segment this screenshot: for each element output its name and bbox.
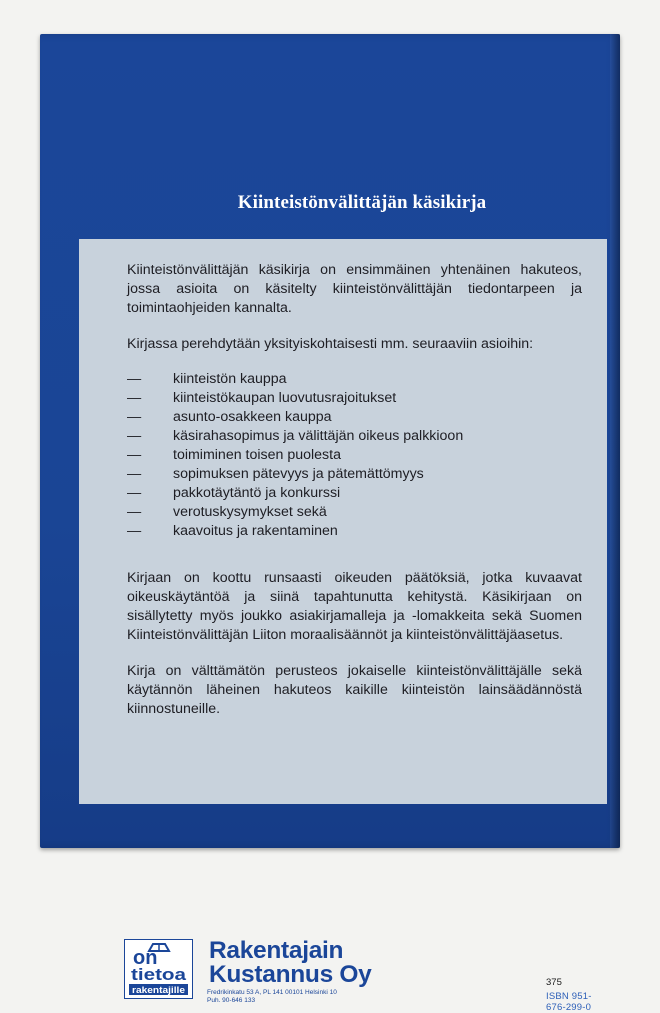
topic-text: sopimuksen pätevyys ja pätemättömyys [173, 466, 424, 482]
description-text [127, 261, 582, 736]
topics-intro: Kirjassa perehdytään yksityiskohtaisesti mm. seuraaviin asioihin: [127, 336, 534, 352]
list-item [127, 408, 582, 427]
logo-graphic [125, 940, 192, 998]
logo-rakentajille: rakentajille [132, 985, 185, 995]
topic-text: pakkotäytäntö ja konkurssi [173, 485, 341, 501]
publisher-logo [124, 939, 193, 999]
case-law-paragraph: Kirjaan on koottu runsaasti oikeuden päätöksiä, jotka kuvaavat oikeuskäytäntöä ja siinä tapahtunutta kehitystä. Käsikirjaan on sisällytetty myös joukko asiakirjamalleja ja -lomakkeita sekä Suomen Kiinteistönvälittäjän Liiton moraalisäännöt ja kiinteistönvälittäjäasetus. [127, 570, 582, 643]
list-item [127, 503, 582, 522]
logo-tietoa: tietoa [131, 965, 187, 984]
list-dash: — [127, 466, 142, 482]
intro-paragraph: Kiinteistönvälittäjän käsikirja on ensimmäinen yhtenäinen hakuteos, jossa asioita on käsitelty kiinteistönvälittäjän tiedontarpeen ja toimintaohjeiden kannalta. [127, 262, 582, 316]
book-title: Kiinteistönvälittäjän käsikirja [237, 192, 487, 213]
topics-list [127, 370, 582, 541]
topic-text: asunto-osakkeen kauppa [173, 409, 332, 425]
topic-text: verotuskysymykset sekä [173, 504, 327, 520]
publisher-line2: Kustannus Oy [209, 961, 372, 988]
list-item [127, 389, 582, 408]
closing-paragraph: Kirja on välttämätön perusteos jokaiselle kiinteistönvälittäjälle sekä käytännön läheinen hakuteos kaikille kiinteistön lainsäädännöstä kiinnostuneille. [127, 663, 582, 717]
topic-text: kiinteistökaupan luovutusrajoitukset [173, 390, 397, 406]
topic-text: toimiminen toisen puolesta [173, 447, 341, 463]
list-item [127, 465, 582, 484]
logo-on: on [133, 947, 158, 969]
list-item [127, 370, 582, 389]
list-dash: — [127, 428, 142, 444]
list-item [127, 522, 582, 541]
list-dash: — [127, 409, 142, 425]
list-dash: — [127, 523, 142, 539]
list-dash: — [127, 485, 142, 501]
topic-text: kiinteistön kauppa [173, 371, 287, 387]
topic-text: käsirahasopimus ja välittäjän oikeus palkkioon [173, 428, 464, 444]
publisher-name [209, 939, 371, 987]
list-dash: — [127, 447, 142, 463]
list-item [127, 427, 582, 446]
publisher-address [207, 989, 337, 1005]
isbn-number: ISBN 951-676-299-0 [546, 991, 592, 1013]
product-code: 375 [546, 977, 562, 988]
list-item [127, 446, 582, 465]
phone-line: Puh. 90-646 133 [207, 997, 256, 1004]
address-line: Fredrikinkatu 53 A, PL 141 00101 Helsinki 10 [207, 989, 337, 996]
cover-edge [610, 34, 620, 848]
list-dash: — [127, 504, 142, 520]
publisher-line1: Rakentajain [209, 937, 344, 964]
description-panel [79, 239, 607, 1013]
list-item [127, 484, 582, 503]
topic-text: kaavoitus ja rakentaminen [173, 523, 338, 539]
list-dash: — [127, 371, 142, 387]
book-back-cover [40, 34, 620, 1013]
list-dash: — [127, 390, 142, 406]
